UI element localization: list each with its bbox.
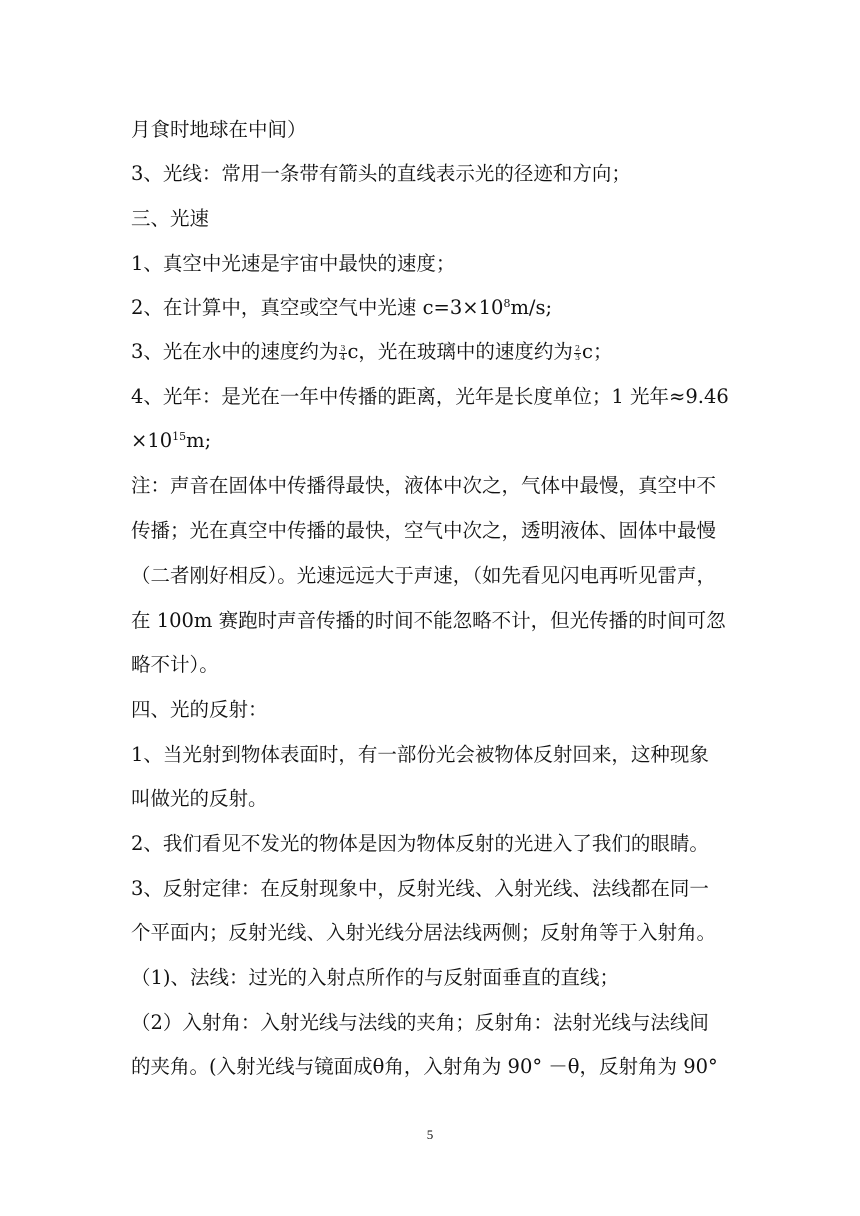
text-line: 个平面内；反射光线、入射光线分居法线两侧；反射角等于入射角。 [131,921,717,944]
text-line: 注：声音在固体中传播得最快，液体中次之，气体中最慢，真空中不 [131,474,717,497]
text-line: 3、反射定律：在反射现象中，反射光线、入射光线、法线都在同一 [131,877,709,900]
fraction-numerator: 3 [340,344,346,353]
text-segment: 3、光在水中的速度约为 [131,340,339,363]
fraction-denominator: 3 [574,353,581,362]
text-line: 2、我们看见不发光的物体是因为物体反射的光进入了我们的眼睛。 [131,832,709,855]
text-line: 4、光年：是光在一年中传播的距离，光年是长度单位；1 光年≈9.46 [131,385,729,408]
text-line: （2）入射角：入射光线与法线的夹角；反射角：法射光线与法线间 [131,1011,709,1034]
text-line: 叫做光的反射。 [131,787,268,810]
text-line: 略不计）。 [131,653,219,676]
text-line [131,296,731,320]
text-segment: m; [186,429,212,452]
text-line: 1、当光射到物体表面时，有一部份光会被物体反射回来，这种现象 [131,743,709,766]
exponent: 8 [503,297,511,310]
text-segment: 2、在计算中，真空或空气中光速 c=3×10 [131,296,504,319]
text-line: （1)、法线：过光的入射点所作的与反射面垂直的直线； [131,966,620,989]
text-segment: c，光在玻璃中的速度约为 [347,340,573,363]
text-line [131,429,731,453]
fraction-denominator: 4 [340,353,346,362]
fraction-water [339,345,346,362]
section-heading: 四、光的反射： [131,698,268,721]
page-number: 5 [426,1127,434,1142]
fraction-glass [574,345,581,362]
exponent: 15 [172,430,187,443]
text-line: 月食时地球在中间） [131,118,307,141]
text-line: 的夹角。(入射光线与镜面成θ角，入射角为 90° －θ，反射角为 90° [131,1055,718,1078]
text-line [131,340,731,364]
section-heading: 三、光速 [131,207,210,230]
text-line: 传播；光在真空中传播的最快，空气中次之，透明液体、固体中最慢 [131,519,717,542]
text-line: 在 100m 赛跑时声音传播的时间不能忽略不计，但光传播的时间可忽 [131,609,726,632]
text-segment: ×10 [131,429,173,452]
text-line: （二者刚好相反）。光速远远大于声速，（如先看见闪电再听见雷声， [131,564,717,587]
text-segment: c； [582,340,613,363]
text-line: 3、光线：常用一条带有箭头的直线表示光的径迹和方向； [131,162,631,185]
text-line: 1、真空中光速是宇宙中最快的速度； [131,252,456,275]
fraction-numerator: 2 [574,344,581,353]
text-segment: m/s; [510,296,553,319]
